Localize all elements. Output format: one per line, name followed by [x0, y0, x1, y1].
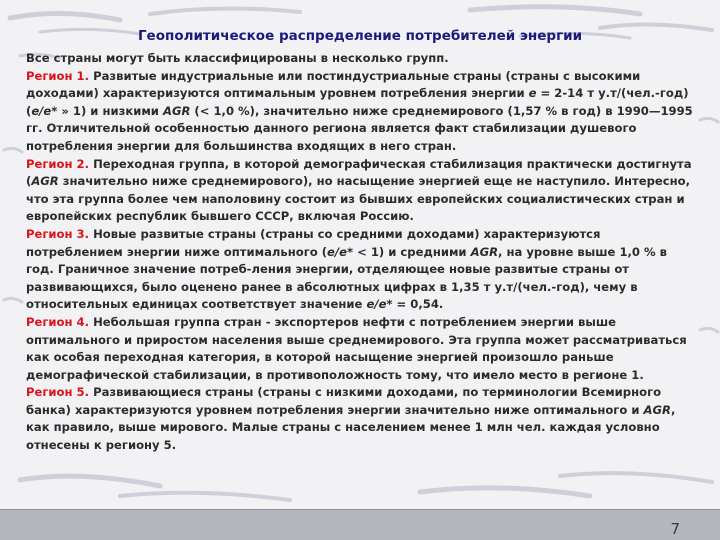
region-5-paragraph [26, 384, 694, 454]
footer-bar [0, 509, 720, 540]
slide-title: Геополитическое распределение потребителей энергии [137, 28, 583, 44]
text-fragment: Развитые индустриальные или постиндустриальные страны (страны с высокими доходами) характеризуются оптимальным уровнем потребления энергии [26, 68, 641, 101]
symbol-fragment: e/e* [31, 103, 58, 118]
symbol-fragment: e [528, 86, 537, 101]
text-fragment: » 1) и низкими [57, 103, 163, 118]
text-fragment: значительно ниже среднемирового), но насыщение энергией еще не наступило. Интересно, что эта группа более чем наполовину состоит из бывших европейских социалистических стран и европейских республик бывшего СССР, включая Россию. [26, 174, 690, 224]
region-2-label: Регион 2. [26, 156, 90, 171]
symbol-fragment: AGR [162, 103, 191, 118]
text-fragment: Небольшая группа стран - экспортеров нефти с потреблением энергии выше оптимального и приростом населения выше среднемирового. Эта группа может рассматриваться как особая переходная категория, в которой насыщение энергией произошло раньше демографической стабилизации, в противоположность тому, что имело место в регионе 1. [26, 314, 687, 382]
text-fragment: < 1) и средними [353, 244, 471, 259]
region-5-label: Регион 5. [26, 385, 90, 400]
region-4-label: Регион 4. [26, 314, 90, 329]
text-fragment: Новые развитые страны (страны со средними доходами) характеризуются потреблением энергии ниже оптимального ( [26, 226, 601, 259]
region-3-paragraph [26, 226, 694, 314]
region-4-paragraph [26, 314, 694, 384]
text-fragment: , на уровне выше 1,0 % в год. Граничное значение потреб-ления энергии, отделяющее новые развитые страны от развивающихся, было оценено ранее в абсолютных цифрах в 1,35 т у.т/(чел.-год), чему в относительных единицах соответствует значение [26, 244, 668, 312]
text-fragment: , как правило, выше мирового. Малые страны с населением менее 1 млн чел. каждая условно отнесены к региону 5. [26, 402, 676, 453]
symbol-fragment: e/e* [366, 297, 393, 312]
text-fragment: Развивающиеся страны (страны с низкими доходами, по терминологии Всемирного банка) характеризуются уровнем потребления энергии значительно ниже оптимального и [26, 385, 662, 417]
text-fragment: Переходная группа, в которой демографическая стабилизация практически достигнута ( [26, 156, 692, 189]
symbol-fragment: AGR [470, 244, 499, 259]
footer-divider [0, 509, 720, 510]
slide-body [26, 50, 694, 455]
region-1-label: Регион 1. [26, 68, 90, 83]
intro-paragraph: Все страны могут быть классифицированы в несколько групп. [26, 51, 449, 65]
region-1-paragraph [26, 68, 694, 156]
symbol-fragment: AGR [31, 174, 59, 189]
text-fragment: = 0,54. [392, 297, 444, 312]
symbol-fragment: AGR [643, 402, 671, 417]
symbol-fragment: e/e* [327, 244, 354, 259]
page-number: 7 [670, 520, 680, 538]
region-2-paragraph [26, 156, 694, 226]
text-fragment: (< 1,0 %), значительно ниже среднемирового (1,57 % в год) в 1990—1995 гг. Отличительной особенностью данного региона является факт стабилизации душевого потребления энергии для большинства входящих в него стран. [26, 103, 693, 153]
text-fragment: = 2-14 т у.т/(чел.-год) ( [26, 86, 689, 118]
region-3-label: Регион 3. [26, 226, 90, 241]
